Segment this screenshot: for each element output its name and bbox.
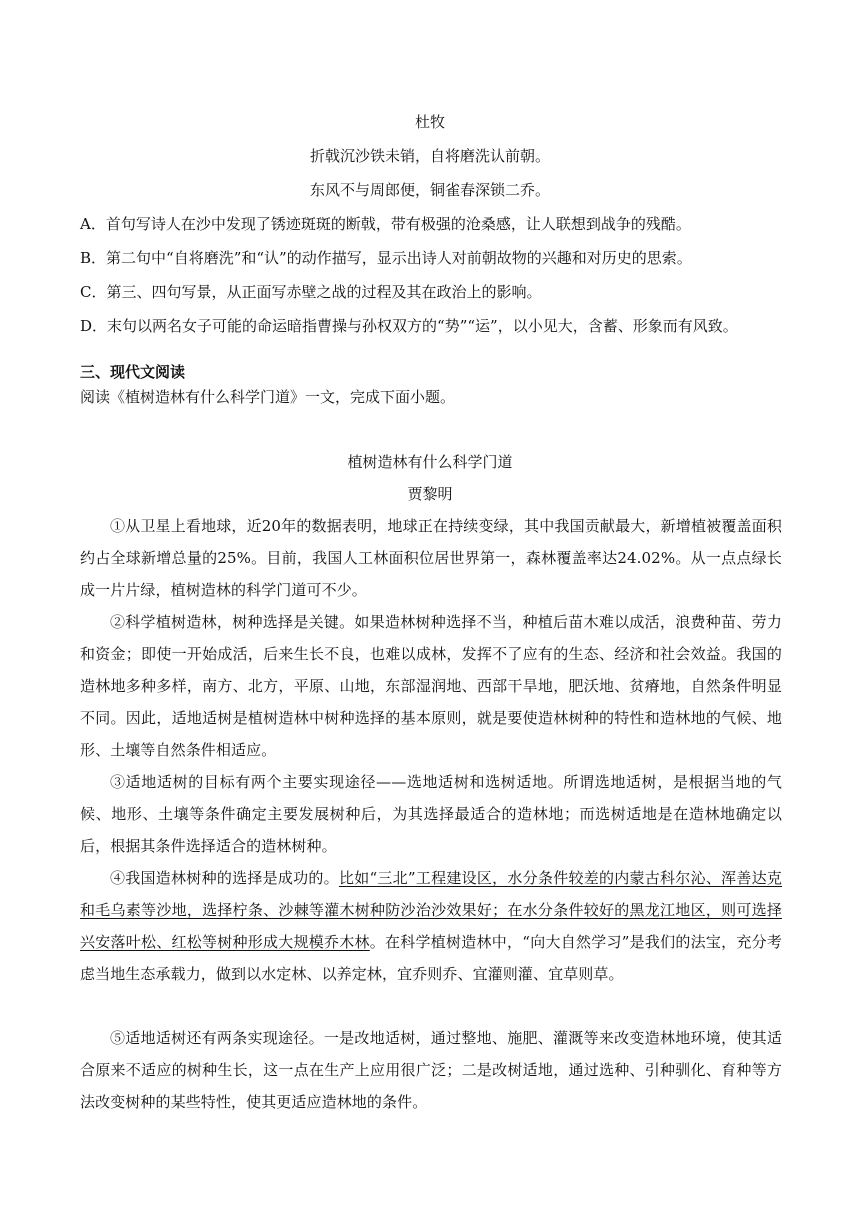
option-b-label: B． (80, 249, 107, 267)
section-heading: 三、现代文阅读 (80, 363, 186, 381)
article-paragraph-3: ③适地适树的目标有两个主要实现途径——选地适树和选树适地。所谓选地适树，是根据当地的气候、地形、土壤等条件确定主要发展树种后，为其选择最适合的造林地；而选树适地是在造林地确定以后，根据其条件选择适合的造林树种。 (80, 773, 782, 855)
paragraph-4-underlined-example: 比如“三北”工程建设区，水分条件较差的内蒙古科尔沁、浑善达克和毛乌素等沙地，选择柠条、沙棘等灌木树种防沙治沙效果好；在水分条件较好的黑龙江地区，则可选择兴安落叶松、红松等树种形成大规模乔木林 (80, 869, 782, 951)
article-author: 贾黎明 (407, 485, 453, 503)
article-paragraph-4 (80, 862, 782, 990)
poem-line-1: 折戟沉沙铁未销，自将磨洗认前朝。 (309, 147, 550, 165)
option-c-label: C． (80, 283, 107, 301)
article-paragraph-5: ⑤适地适树还有两条实现途径。一是改地适树，通过整地、施肥、灌溉等来改变造林地环境，使其适合原来不适应的树种生长，这一点在生产上应用很广泛；二是改树适地，通过选种、引种驯化、育种等方法改变树种的某些特性，使其更适应造林地的条件。 (80, 1029, 782, 1111)
option-c (80, 282, 542, 302)
poem-line-2: 东风不与周郎便，铜雀春深锁二乔。 (309, 181, 550, 199)
option-a-text: 首句写诗人在沙中发现了锈迹斑斑的断戟，带有极强的沧桑感，让人联想到战争的残酷。 (105, 215, 691, 233)
article-paragraph-2: ②科学植树造林，树种选择是关键。如果造林树种选择不当，种植后苗木难以成活，浪费种苗、劳力和资金；即使一开始成活，后来生长不良，也难以成林，发挥不了应有的生态、经济和社会效益。我国的造林地多种多样，南方、北方，平原、山地，东部湿润地、西部干旱地，肥沃地、贫瘠地，自然条件明显不同。因此，适地适树是植树造林中树种选择的基本原则，就是要使造林树种的特性和造林地的气候、地形、土壤等自然条件相适应。 (80, 613, 782, 759)
option-c-text: 第三、四句写景，从正面写赤壁之战的过程及其在政治上的影响。 (106, 283, 542, 301)
option-d-text: 末句以两名女子可能的命运暗指曹操与孙权双方的“势”“运”，以小见大，含蓄、形象而有风致。 (107, 317, 738, 335)
section-instruction: 阅读《植树造林有什么科学门道》一文，完成下面小题。 (80, 388, 456, 406)
paragraph-4-intro: ④我国造林树种的选择是成功的。 (110, 869, 339, 887)
paragraph-4-conclusion: 。在科学植树造林中，“向大自然学习”是我们的法宝，充分考虑当地生态承载力，做到以水定林、以养定林，宜乔则乔、宜灌则灌、宜草则草。 (80, 933, 783, 983)
option-d-label: D． (80, 317, 108, 335)
option-d (80, 316, 738, 336)
option-a (80, 214, 691, 234)
option-a-label: A． (80, 215, 106, 233)
poem-author: 杜牧 (414, 113, 445, 131)
article-title: 植树造林有什么科学门道 (347, 453, 513, 471)
option-b (80, 248, 692, 268)
article-paragraph-1: ①从卫星上看地球，近20年的数据表明，地球正在持续变绿，其中我国贡献最大，新增植被覆盖面积约占全球新增总量的25%。目前，我国人工林面积位居世界第一，森林覆盖率达24.02%。从一点点绿长成一片片绿，植树造林的科学门道可不少。 (80, 517, 782, 599)
option-b-text: 第二句中“自将磨洗”和“认”的动作描写，显示出诗人对前朝故物的兴趣和对历史的思索。 (106, 249, 692, 267)
